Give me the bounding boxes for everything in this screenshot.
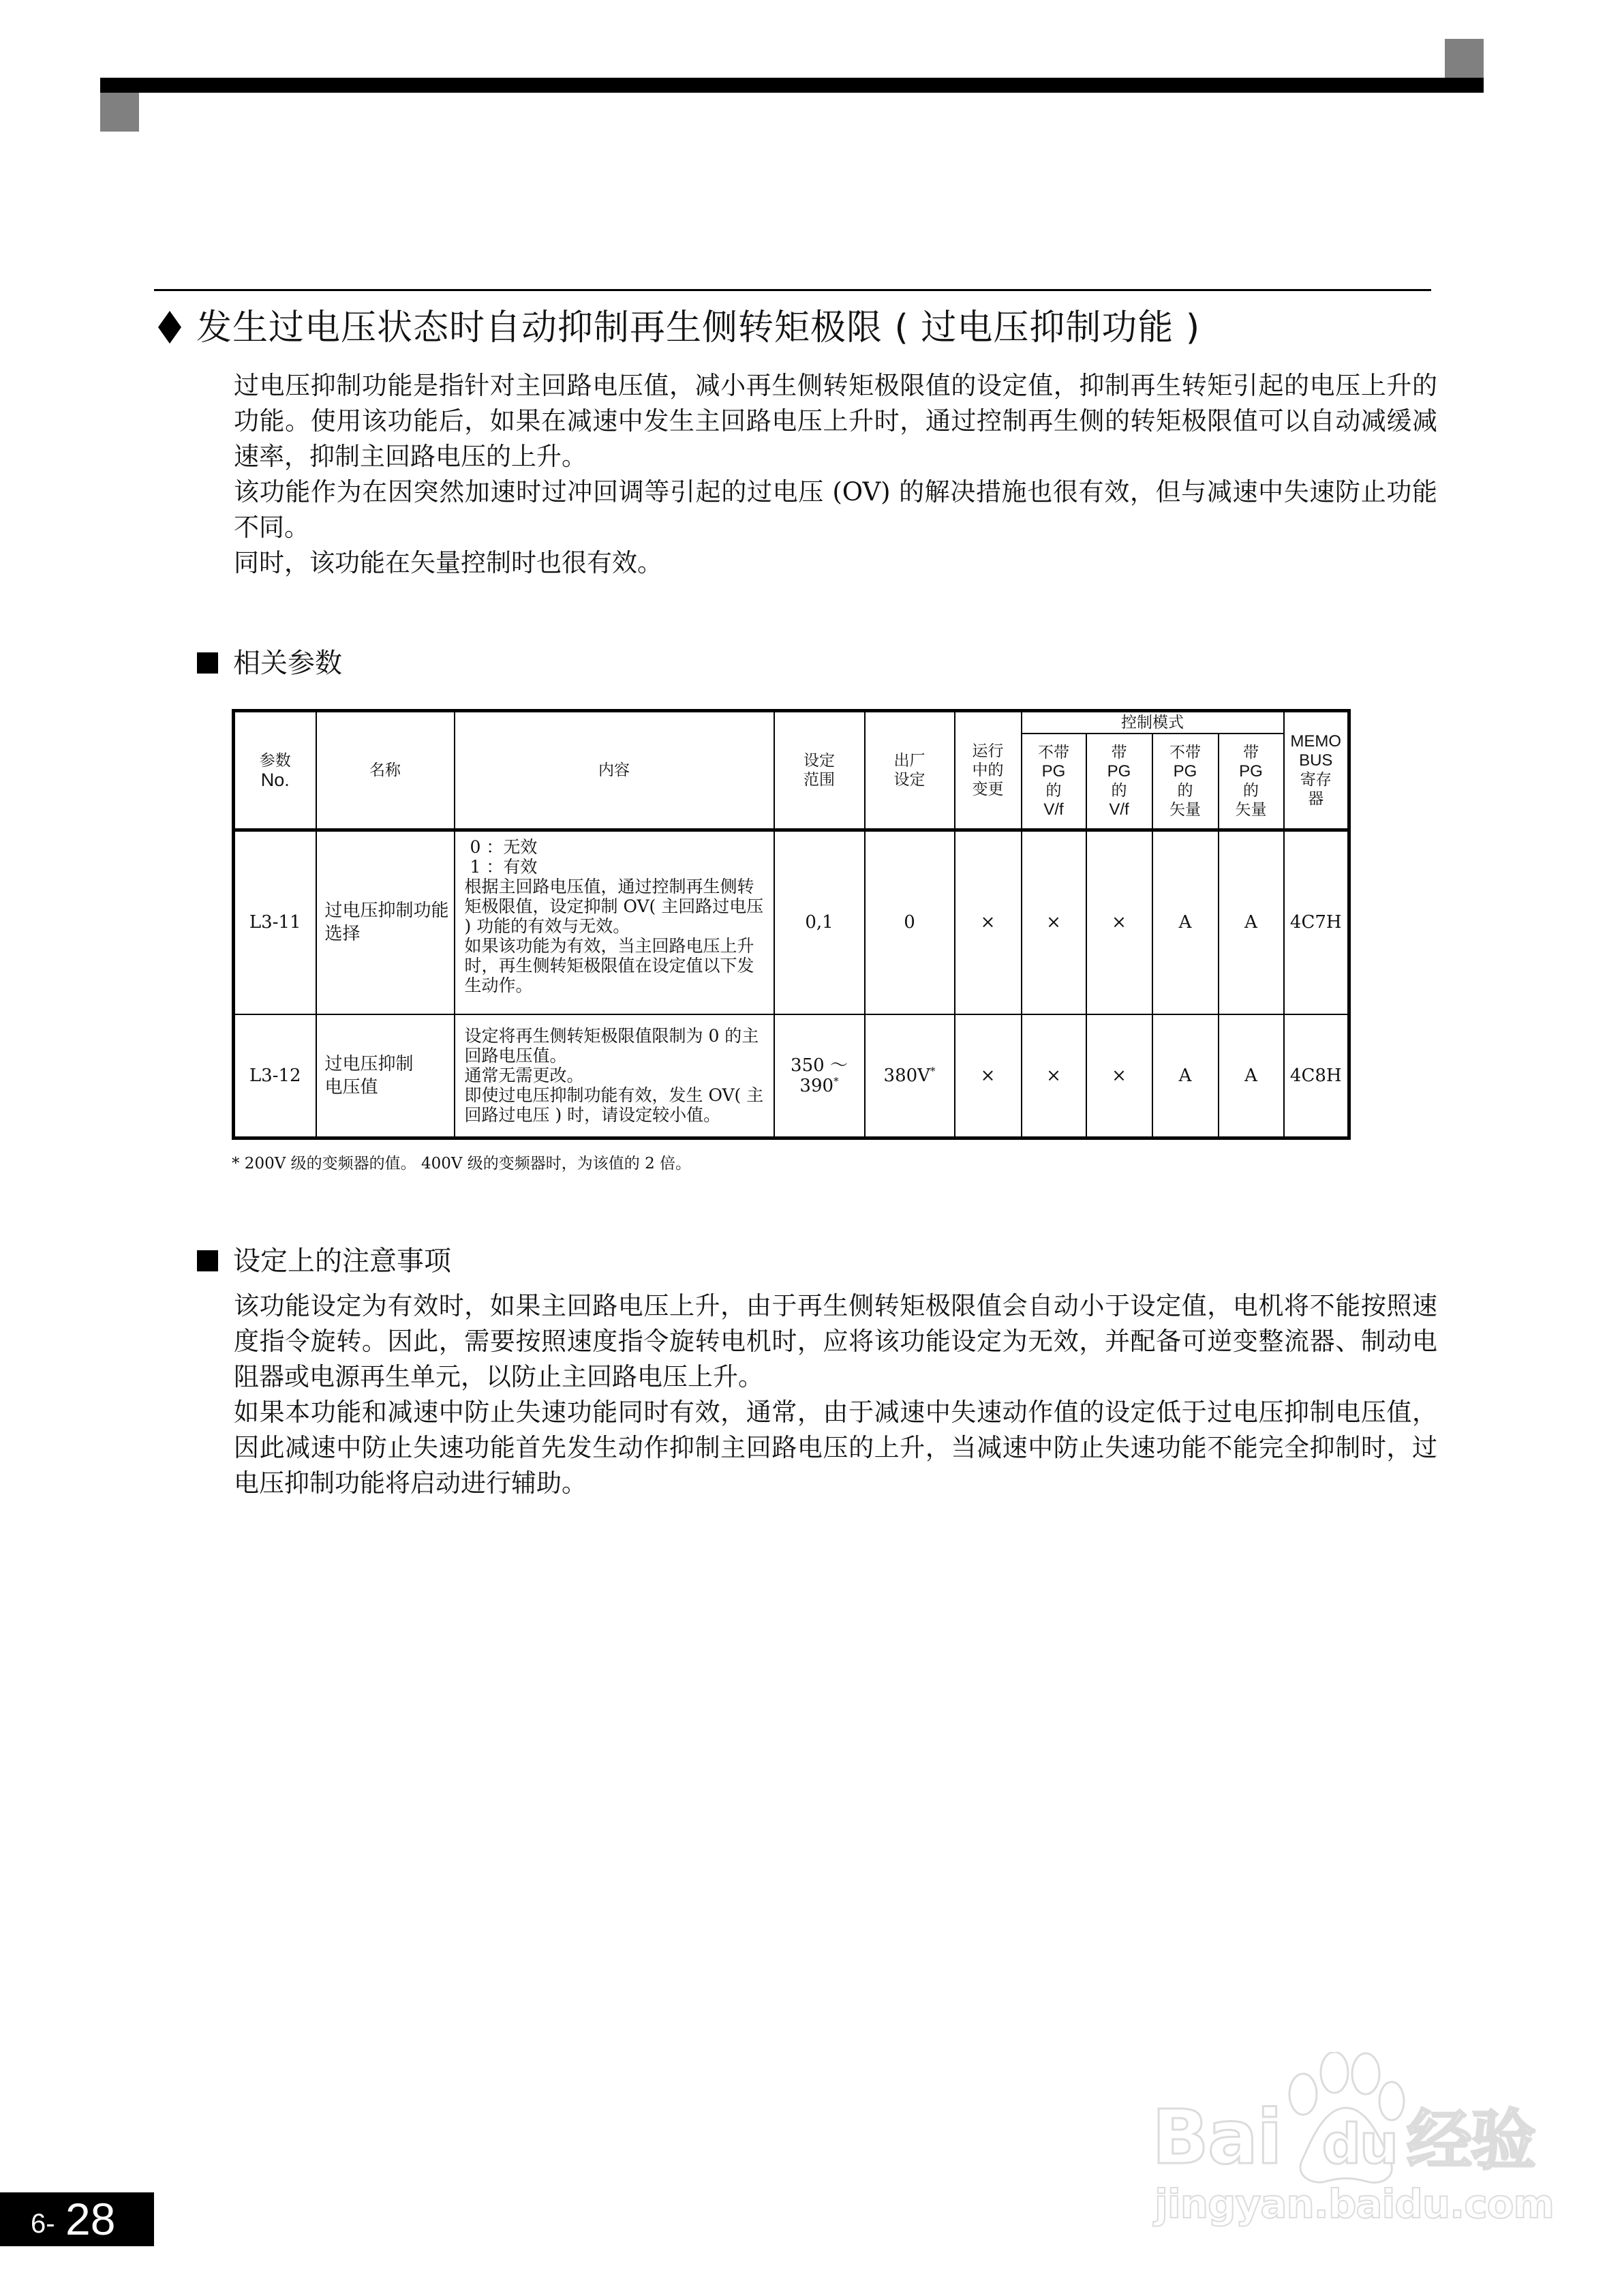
- mode-line: PG: [1173, 761, 1197, 781]
- header-gray-block-right: [1445, 39, 1484, 78]
- content-line: 设定将再生侧转矩极限值限制为 0 的主回路电压值。: [464, 1026, 759, 1066]
- header-default-line2: 设定: [893, 771, 925, 789]
- cell-param-no: L3-12: [234, 1014, 316, 1138]
- table-footnote: * 200V 级的变频器的值。 400V 级的变频器时，为该值的 2 倍。: [232, 1155, 692, 1173]
- header-control-mode: 控制模式: [1022, 711, 1284, 734]
- mode-line: 的: [1243, 781, 1259, 800]
- watermark-logo-right: 经验: [1407, 2102, 1535, 2179]
- section-heading: [158, 304, 1200, 352]
- content-line: 根据主回路电压值，通过控制再生侧转矩极限值，设定抑制 OV( 主回路过电压 ) 功能的有效与无效。: [464, 877, 764, 936]
- header-change-during-run: [955, 711, 1022, 830]
- cell-mode-vector-pg: A: [1219, 830, 1284, 1014]
- header-default-line1: 出厂: [893, 752, 925, 770]
- content-line: 如果该功能为有效，当主回路电压上升时，再生侧转矩极限值在设定值以下发生动作。: [464, 936, 754, 995]
- header-param-no-line2: No.: [260, 770, 290, 790]
- header-black-bar: [100, 78, 1484, 93]
- related-params-title: [197, 646, 342, 681]
- content-line: 通常无需更改。: [464, 1066, 584, 1086]
- cell-default: 0: [865, 830, 955, 1014]
- watermark-url: jingyan.baidu.com: [1154, 2181, 1554, 2227]
- precautions-paragraphs: [234, 1288, 1437, 1501]
- range-value: 0,1: [805, 912, 833, 933]
- header-range-line1: 设定: [804, 752, 835, 770]
- range-line2-value: 390: [799, 1075, 834, 1096]
- mode-line: 不带: [1038, 743, 1069, 761]
- header-mode-vector-pg: [1219, 734, 1284, 830]
- intro-paragraphs: [234, 368, 1437, 581]
- range-line1: 350 ～: [791, 1055, 848, 1076]
- watermark-logo-left: Bai: [1152, 2094, 1281, 2181]
- precautions-title-text: 设定上的注意事项: [233, 1245, 451, 1277]
- mode-line: 的: [1111, 781, 1127, 800]
- header-memobus-line3: 寄存: [1300, 771, 1332, 789]
- header-memobus-line2: BUS: [1299, 751, 1333, 770]
- page-chapter: 6-: [31, 2209, 55, 2239]
- header-memobus-line4: 器: [1308, 790, 1324, 808]
- precautions-title: [197, 1243, 451, 1279]
- content-line: 0 ：无效: [470, 837, 538, 857]
- mode-line: 带: [1111, 743, 1127, 761]
- square-bullet-icon: [197, 652, 218, 674]
- cell-name: [316, 1014, 455, 1138]
- mode-line: PG: [1239, 761, 1263, 781]
- cell-content: [455, 1014, 774, 1138]
- header-memobus: [1284, 711, 1349, 830]
- intro-paragraph-1: 过电压抑制功能是指针对主回路电压值，减小再生侧转矩极限值的设定值，抑制再生转矩引起的电压上升的功能。使用该功能后，如果在减速中发生主回路电压上升时，通过控制再生侧的转矩极限值可以自动减缓减速率，抑制主回路电压的上升。: [234, 371, 1437, 471]
- header-run-line1: 运行: [972, 742, 1004, 760]
- table-row: [234, 830, 1349, 1014]
- diamond-bullet-icon: [158, 311, 181, 344]
- header-default: [865, 711, 955, 830]
- mode-line: V/f: [1043, 800, 1064, 819]
- header-name: 名称: [316, 711, 455, 830]
- cell-mode-vector-no-pg: A: [1152, 830, 1219, 1014]
- cell-memobus: 4C8H: [1284, 1014, 1349, 1138]
- header-run-line2: 中的: [972, 761, 1004, 779]
- related-params-title-text: 相关参数: [233, 648, 342, 679]
- header-mode-vf-pg: [1086, 734, 1152, 830]
- content-line: 1 ：有效: [470, 857, 538, 877]
- header-memobus-line1: MEMO: [1290, 732, 1342, 751]
- parameter-table: [232, 709, 1351, 1140]
- cell-mode-vf-pg: ×: [1086, 1014, 1152, 1138]
- header-range: [774, 711, 865, 830]
- precautions-paragraph-2: 如果本功能和减速中防止失速功能同时有效，通常，由于减速中失速动作值的设定低于过电压抑制电压值，因此减速中防止失速功能首先发生动作抑制主回路电压的上升，当减速中防止失速功能不能完全抑制时，过电压抑制功能将启动进行辅助。: [234, 1398, 1437, 1498]
- cell-range: [774, 830, 865, 1014]
- cell-mode-vector-no-pg: A: [1152, 1014, 1219, 1138]
- cell-mode-vector-pg: A: [1219, 1014, 1284, 1138]
- default-value: 380V: [883, 1065, 930, 1086]
- header-gray-block-left: [100, 93, 139, 132]
- header-mode-vf-no-pg: [1022, 734, 1086, 830]
- page-number: 28: [65, 2194, 116, 2244]
- header-param-no: [234, 711, 316, 830]
- intro-paragraph-3: 同时，该功能在矢量控制时也很有效。: [234, 548, 662, 577]
- cell-change-during-run: ×: [955, 1014, 1022, 1138]
- range-line2: [775, 1076, 864, 1096]
- content-line: 即使过电压抑制功能有效，发生 OV( 主回路过电压 ) 时，请设定较小值。: [464, 1085, 764, 1126]
- cell-change-during-run: ×: [955, 830, 1022, 1014]
- watermark-logo-paw-text: du: [1321, 2113, 1397, 2176]
- header-mode-vector-no-pg: [1152, 734, 1219, 830]
- mode-line: 矢量: [1235, 800, 1267, 819]
- mode-line: 带: [1243, 743, 1259, 761]
- watermark-logo-text: [1152, 2094, 1535, 2182]
- name-text: 过电压抑制电压值: [324, 1053, 414, 1098]
- mode-line: 不带: [1169, 743, 1201, 761]
- section-rule: [154, 289, 1431, 291]
- header-param-no-line1: 参数: [259, 752, 291, 770]
- intro-paragraph-2: 该功能作为在因突然加速时过冲回调等引起的过电压 (OV) 的解决措施也很有效，但与减速中失速防止功能不同。: [234, 477, 1437, 542]
- cell-param-no: L3-11: [234, 830, 316, 1014]
- cell-memobus: 4C7H: [1284, 830, 1349, 1014]
- cell-mode-vf-no-pg: ×: [1022, 1014, 1086, 1138]
- baidu-watermark: [1152, 2052, 1554, 2229]
- cell-name: 过电压抑制功能选择: [316, 830, 455, 1014]
- header-content: 内容: [455, 711, 774, 830]
- mode-line: 的: [1045, 781, 1062, 800]
- mode-line: PG: [1107, 761, 1131, 781]
- precautions-paragraph-1: 该功能设定为有效时，如果主回路电压上升，由于再生侧转矩极限值会自动小于设定值，电机将不能按照速度指令旋转。因此，需要按照速度指令旋转电机时，应将该功能设定为无效，并配备可逆变整流器、制动电阻器或电源再生单元，以防止主回路电压上升。: [234, 1291, 1437, 1391]
- square-bullet-icon: [197, 1250, 218, 1271]
- mode-line: PG: [1041, 761, 1066, 781]
- cell-content: [455, 830, 774, 1014]
- mode-line: 的: [1177, 781, 1193, 800]
- section-heading-text: 发生过电压状态时自动抑制再生侧转矩极限 ( 过电压抑制功能 ): [196, 307, 1201, 348]
- cell-default: [865, 1014, 955, 1138]
- cell-mode-vf-pg: ×: [1086, 830, 1152, 1014]
- mode-line: 矢量: [1169, 800, 1201, 819]
- page-number-box: [0, 2192, 154, 2246]
- header-run-line3: 变更: [972, 781, 1004, 798]
- header-range-line2: 范围: [804, 771, 835, 789]
- table-row: [234, 1014, 1349, 1138]
- mode-line: V/f: [1109, 800, 1129, 819]
- cell-mode-vf-no-pg: ×: [1022, 830, 1086, 1014]
- default-footnote-mark: *: [930, 1064, 936, 1077]
- cell-range: [774, 1014, 865, 1138]
- range-footnote-mark: *: [833, 1074, 839, 1087]
